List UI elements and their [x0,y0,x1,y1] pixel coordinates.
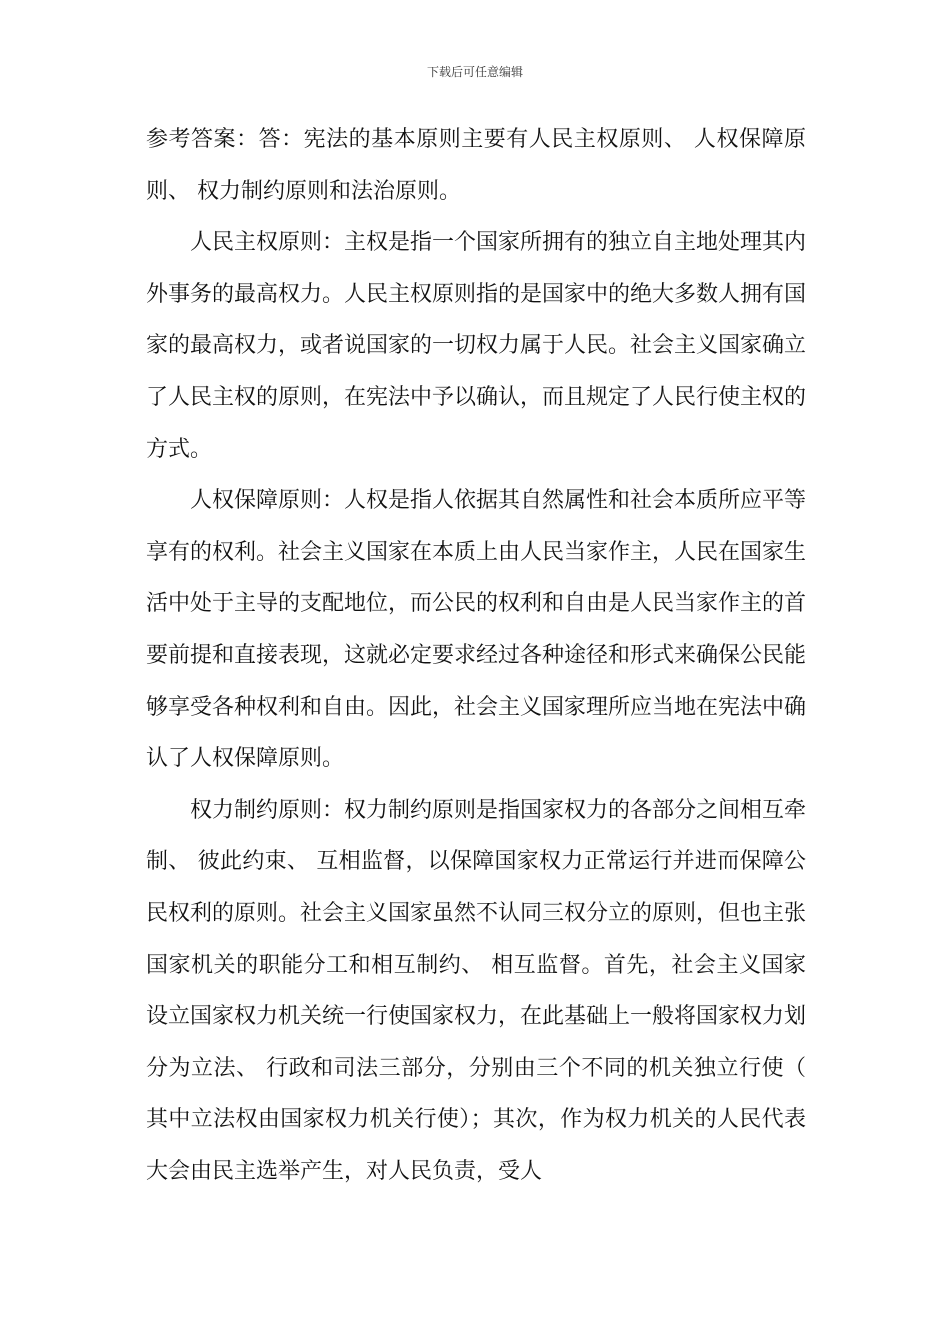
paragraph-human-rights: 人权保障原则：人权是指人依据其自然属性和社会本质所应平等享有的权利。社会主义国家在本质上由人民当家作主，人民在国家生活中处于主导的支配地位，而公民的权利和自由是人民当家作主的首要前提和直接表现，这就必定要求经过各种途径和形式来确保公民能够享受各种权利和自由。因此，社会主义国家理所应当地在宪法中确认了人权保障原则。 [146,488,807,772]
paragraph-popular-sovereignty: 人民主权原则：主权是指一个国家所拥有的独立自主地处理其内外事务的最高权力。人民主权原则指的是国家中的绝大多数人拥有国家的最高权力，或者说国家的一切权力属于人民。社会主义国家确立了人民主权的原则，在宪法中予以确认，而且规定了人民行使主权的方式。 [146,230,807,462]
answer-paragraph: 参考答案：答：宪法的基本原则主要有人民主权原则、 人权保障原则、 权力制约原则和法治原则。 [146,127,806,204]
paragraph-power-restriction: 权力制约原则：权力制约原则是指国家权力的各部分之间相互牵制、 彼此约束、 互相监督，以保障国家权力正常运行并进而保障公民权利的原则。社会主义国家虽然不认同三权分立的原则，但也主张国家机关的职能分工和相互制约、 相互监督。首先，社会主义国家设立国家权力机关统一行使国家权力，在此基础上一般将国家权力划分为立法、 行政和司法三部分，分别由三个不同的机关独立行使（ 其中立法权由国家权力机关行使）；其次，作为权力机关的人民代表大会由民主选举产生，对人民负责，受人 [146,797,807,1184]
document-body [146,114,806,1197]
page-header: 下载后可任意编辑 [426,65,523,79]
